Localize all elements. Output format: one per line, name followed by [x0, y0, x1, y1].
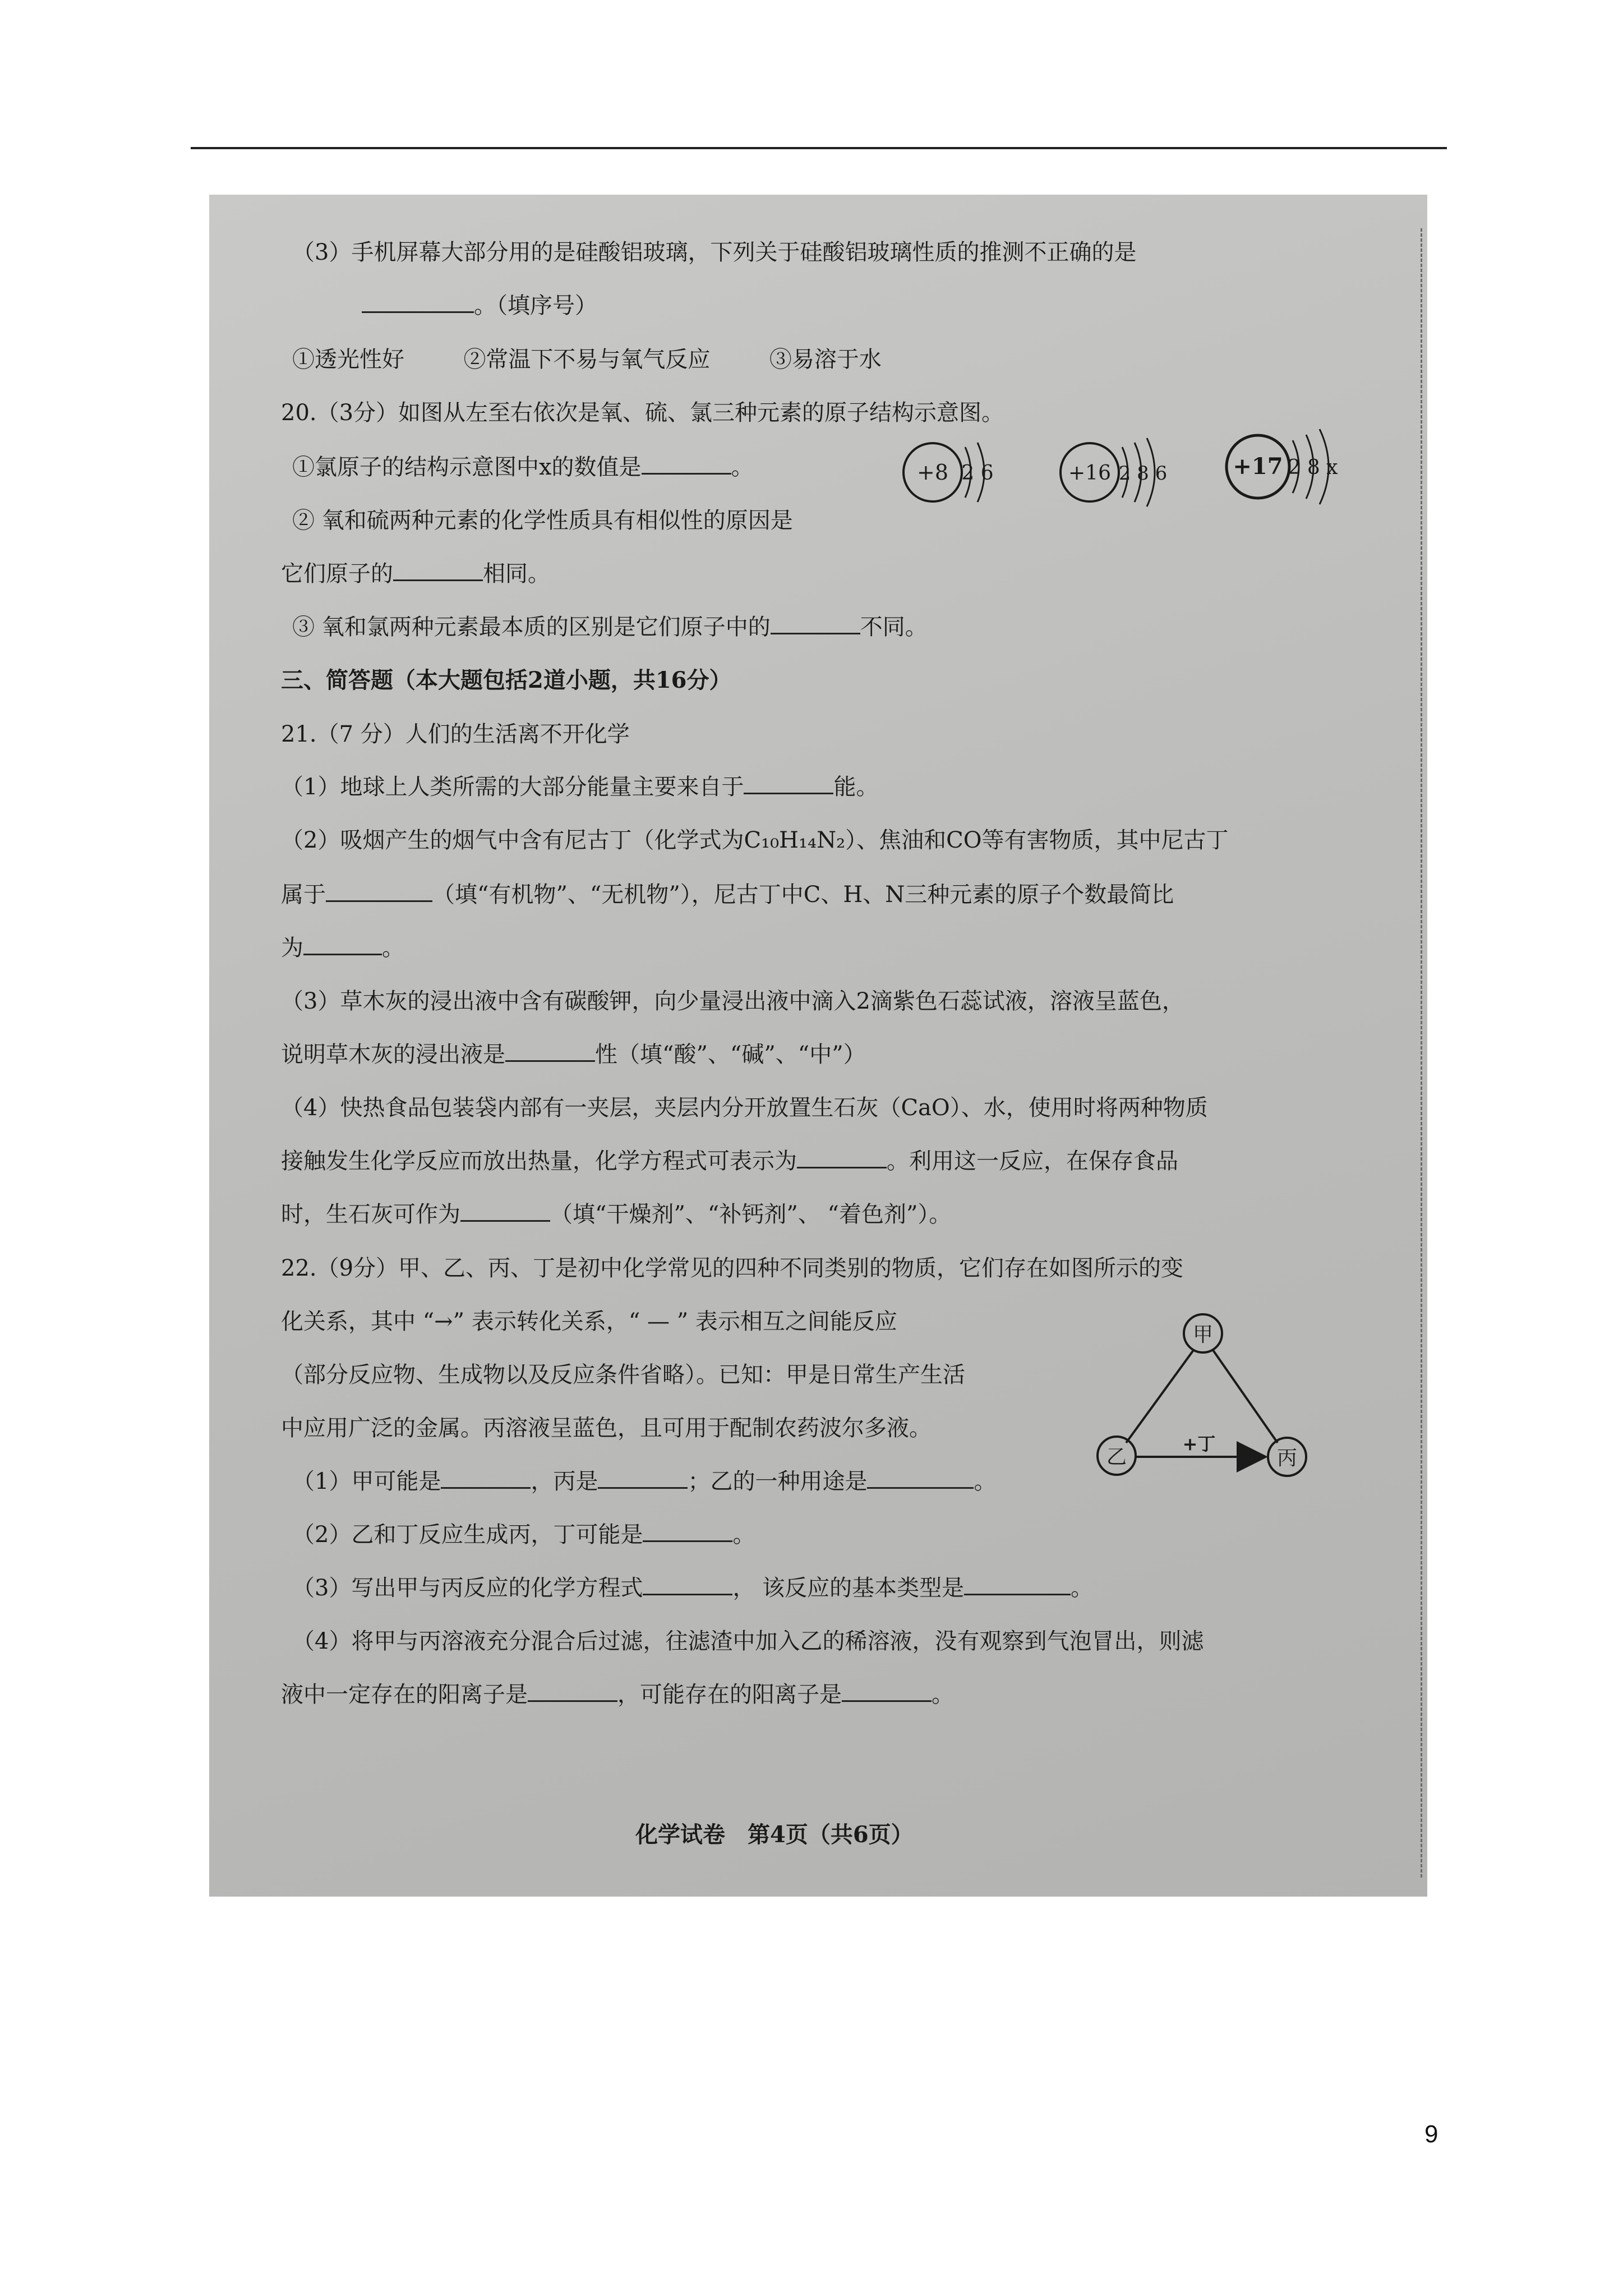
atom-structure-diagrams	[893, 419, 1398, 531]
q21-part3-line1: （3）草木灰的浸出液中含有碳酸钾，向少量浸出液中滴入2滴紫色石蕊试液，溶液呈蓝色，	[281, 988, 1184, 1014]
sulfur-nucleus: +16	[1068, 462, 1111, 485]
answer-blank[interactable]	[598, 1467, 688, 1489]
chlorine-atom-diagram	[1227, 429, 1338, 504]
q19-3-options	[292, 345, 882, 374]
q19-3-line2: 。（填序号）	[362, 291, 597, 320]
q22-part3: （3）写出甲与丙反应的化学方程式 ， 该反应的基本类型是 。	[292, 1573, 1093, 1603]
arrow-label: +丁	[1182, 1433, 1216, 1455]
q20-part1: ①氯原子的结构示意图中x的数值是 。	[292, 453, 754, 482]
node-jia: 甲	[1192, 1323, 1214, 1346]
q20-part2-line2: 它们原子的 相同。	[281, 559, 550, 588]
answer-blank[interactable]	[797, 1147, 887, 1168]
answer-blank[interactable]	[528, 1680, 617, 1702]
q22-line1: 22.（9分）甲、乙、丙、丁是初中化学常见的四种不同类别的物质，它们存在如图所示的变	[281, 1255, 1184, 1281]
oxygen-atom-diagram	[903, 443, 994, 502]
oxygen-shells: 2 6	[961, 462, 994, 485]
answer-blank[interactable]	[362, 291, 474, 313]
answer-blank[interactable]	[744, 772, 833, 794]
sulfur-atom-diagram	[1061, 438, 1167, 507]
q21-part4-line1: （4）快热食品包装袋内部有一夹层，夹层内分开放置生石灰（CaO）、水，使用时将两种物质	[281, 1095, 1208, 1121]
answer-blank[interactable]	[867, 1467, 974, 1489]
page-footer: 化学试卷 第4页（共6页）	[635, 1821, 914, 1848]
q20-part3: ③ 氧和氯两种元素最本质的区别是它们原子中的 不同。	[292, 613, 928, 642]
q22-line3: （部分反应物、生成物以及反应条件省略）。已知：甲是日常生产生活	[281, 1362, 965, 1388]
section-3-header: 三、简答题（本大题包括2道小题，共16分）	[281, 667, 732, 693]
answer-blank[interactable]	[643, 1520, 732, 1542]
option-3: ③易溶于水	[769, 347, 882, 372]
answer-blank[interactable]	[441, 1467, 531, 1489]
answer-blank[interactable]	[393, 559, 483, 581]
answer-blank[interactable]	[642, 453, 731, 475]
q21-part2-line1: （2）吸烟产生的烟气中含有尼古丁（化学式为C₁₀H₁₄N₂）、焦油和CO等有害物质，其中尼古丁	[281, 827, 1229, 853]
answer-blank[interactable]	[643, 1573, 732, 1595]
q21-part4-line3: 时，生石灰可作为 （填“干燥剂”、“补钙剂”、 “着色剂”）。	[281, 1200, 951, 1229]
q22-part2: （2）乙和丁反应生成丙，丁可能是 。	[292, 1520, 755, 1549]
q19-3-line1: （3）手机屏幕大部分用的是硅酸铝玻璃，下列关于硅酸铝玻璃性质的推测不正确的是	[292, 240, 1137, 265]
answer-blank[interactable]	[326, 880, 432, 902]
top-rule	[191, 147, 1447, 149]
q22-part1: （1）甲可能是 ，丙是 ；乙的一种用途是 。	[292, 1467, 996, 1496]
option-1: ①透光性好	[292, 347, 404, 372]
answer-blank[interactable]	[505, 1040, 595, 1062]
fold-line	[1421, 228, 1422, 1878]
q22-relation-diagram	[1084, 1305, 1320, 1485]
option-2: ②常温下不易与氧气反应	[463, 347, 711, 372]
chlorine-shells: 2 8 x	[1288, 456, 1338, 479]
q22-line2: 化关系，其中 “→” 表示转化关系，“ — ” 表示相互之间能反应	[281, 1309, 897, 1335]
q22-part4-line1: （4）将甲与丙溶液充分混合后过滤，往滤渣中加入乙的稀溶液，没有观察到气泡冒出，则滤	[292, 1628, 1204, 1654]
node-bing: 丙	[1276, 1447, 1298, 1470]
oxygen-nucleus: +8	[916, 460, 949, 485]
q22-line4: 中应用广泛的金属。丙溶液呈蓝色，且可用于配制农药波尔多液。	[281, 1415, 932, 1441]
page-number: 9	[1424, 2120, 1438, 2148]
answer-blank[interactable]	[842, 1680, 932, 1702]
node-yi: 乙	[1106, 1446, 1127, 1469]
q20-part2-line1: ② 氧和硫两种元素的化学性质具有相似性的原因是	[292, 508, 793, 533]
q21-part1: （1）地球上人类所需的大部分能量主要来自于 能。	[281, 772, 878, 802]
q21-part4-line2: 接触发生化学反应而放出热量，化学方程式可表示为 。利用这一反应，在保存食品	[281, 1147, 1178, 1176]
q21-part2-line3: 为 。	[281, 933, 404, 963]
q21-part2-line2: 属于 （填“有机物”、“无机物”），尼古丁中C、H、N三种元素的原子个数最简比	[281, 880, 1174, 909]
answer-blank[interactable]	[460, 1200, 550, 1222]
answer-blank[interactable]	[964, 1573, 1071, 1595]
q21-part3-line2: 说明草木灰的浸出液是 性（填“酸”、“碱”、“中”）	[281, 1040, 866, 1069]
sulfur-shells: 2 8 6	[1118, 462, 1168, 485]
q20-header: 20.（3分）如图从左至右依次是氧、硫、氯三种元素的原子结构示意图。	[281, 400, 1004, 426]
answer-blank[interactable]	[771, 613, 860, 634]
chlorine-nucleus: +17	[1233, 453, 1283, 480]
q22-part4-line2: 液中一定存在的阳离子是 ，可能存在的阳离子是 。	[281, 1680, 954, 1709]
q21-header: 21.（7 分）人们的生活离不开化学	[281, 721, 630, 747]
scanned-exam-page	[209, 195, 1427, 1897]
answer-blank[interactable]	[303, 933, 382, 955]
